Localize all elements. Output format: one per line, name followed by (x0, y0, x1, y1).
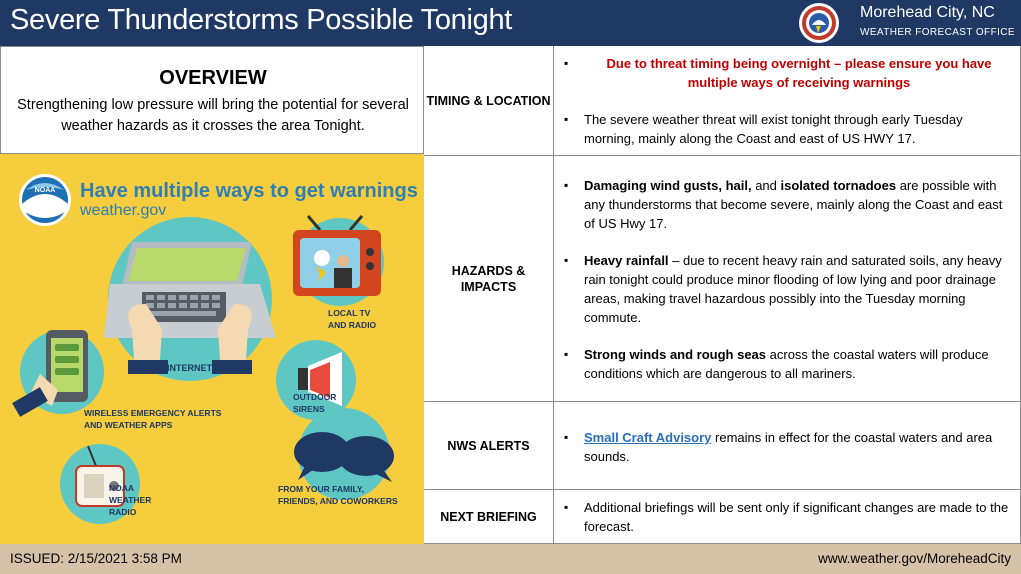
label-noaa-2: WEATHER (109, 495, 152, 505)
row-label-briefing: NEXT BRIEFING (424, 490, 554, 543)
header-bar (0, 0, 1021, 46)
label-local-tv-1: LOCAL TV (328, 308, 371, 318)
overview-text: Strengthening low pressure will bring the potential for several weather hazards as it crosses the area Tonight. (17, 97, 409, 134)
label-family-2: FRIENDS, AND COWORKERS (278, 496, 398, 506)
office-city: Morehead City, NC (860, 4, 995, 21)
overview-title: OVERVIEW (159, 67, 267, 89)
briefing-text: ▪ Additional briefings will be sent only if significant changes are made to the forecast. (564, 498, 1014, 536)
laptop-icon (104, 217, 276, 381)
phone-icon (12, 330, 104, 417)
tv-icon (293, 216, 384, 306)
label-wea-1: WIRELESS EMERGENCY ALERTS (84, 408, 222, 418)
noaa-logo-icon (19, 174, 71, 226)
hazard-item-seas: ▪ Strong winds and rough seas across the coastal waters will produce conditions which are dangerous to all mariners. (564, 345, 1014, 383)
page-title: Severe Thunderstorms Possible Tonight (10, 4, 513, 36)
label-wea-2: AND WEATHER APPS (84, 420, 173, 430)
label-internet: INTERNET (167, 363, 212, 373)
infographic-subtitle: weather.gov (80, 202, 167, 219)
row-hazards (424, 156, 1021, 402)
row-content-briefing (554, 490, 1021, 543)
row-alerts (424, 402, 1021, 490)
label-sirens-2: SIRENS (293, 404, 325, 414)
row-label-hazards: HAZARDS & IMPACTS (424, 156, 554, 401)
row-content-timing (554, 46, 1021, 155)
label-local-tv-2: AND RADIO (328, 320, 377, 330)
label-sirens-1: OUTDOOR (293, 392, 337, 402)
alert-item: ▪ Small Craft Advisory remains in effect for the coastal waters and area sounds. (564, 428, 1014, 466)
infographic-title: Have multiple ways to get warnings (80, 180, 418, 202)
row-content-hazards (554, 156, 1021, 401)
briefing-table (424, 46, 1021, 544)
row-label-timing: TIMING & LOCATION (424, 46, 554, 155)
label-noaa-3: RADIO (109, 507, 137, 517)
timing-text: ▪ The severe weather threat will exist tonight through early Tuesday morning, mainly along the Coast and east of US HWY 17. (564, 110, 1014, 148)
row-content-alerts (554, 402, 1021, 489)
hazard-item-wind: ▪ Damaging wind gusts, hail, and isolated tornadoes are possible with any thunderstorms that become severe, mainly along the Coast and east of US Hwy 17. (564, 176, 1014, 233)
row-briefing (424, 490, 1021, 544)
nws-seal-icon (798, 2, 840, 44)
overnight-warning: ▪ Due to threat timing being overnight – please ensure you have multiple ways of receiving warnings (564, 54, 1014, 92)
overview-panel (0, 46, 424, 154)
warnings-infographic (0, 154, 424, 544)
label-family-1: FROM YOUR FAMILY, (278, 484, 364, 494)
row-label-alerts: NWS ALERTS (424, 402, 554, 489)
issued-timestamp: ISSUED: 2/15/2021 3:58 PM (10, 551, 182, 566)
noaa-logo-text: NOAA (34, 187, 56, 194)
office-subtitle: WEATHER FORECAST OFFICE (860, 27, 1015, 38)
label-noaa-1: NOAA (109, 483, 135, 493)
infographic-art (0, 154, 424, 544)
footer-bar (0, 544, 1021, 574)
small-craft-advisory-link[interactable]: Small Craft Advisory (584, 430, 712, 445)
website-link[interactable]: www.weather.gov/MoreheadCity (818, 551, 1011, 566)
hazard-item-rain: ▪ Heavy rainfall – due to recent heavy rain and saturated soils, any heavy rain tonight could produce minor flooding of low lying and poor drainage areas, making travel hazardous possibly into the Tuesday morning commute. (564, 251, 1014, 327)
row-timing (424, 46, 1021, 156)
